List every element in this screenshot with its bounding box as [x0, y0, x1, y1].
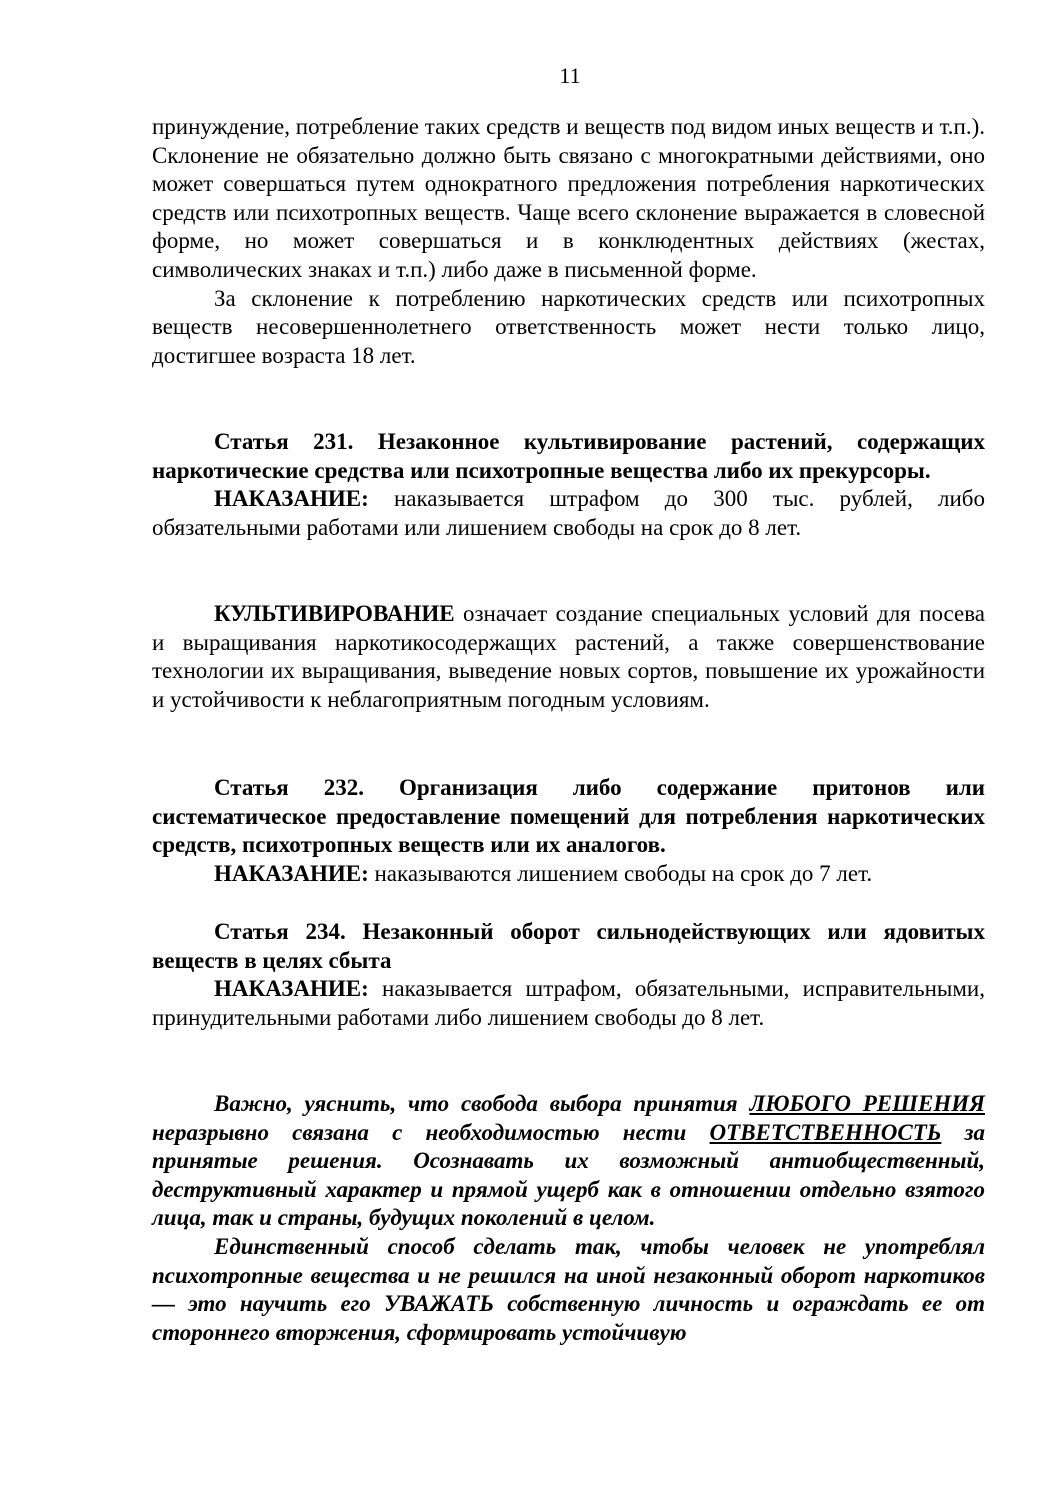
- article-231: [152, 428, 985, 542]
- penalty-text: наказываются лишением свободы на срок до 7 лет.: [368, 860, 873, 886]
- article-232: [152, 774, 985, 888]
- conclusion-text: за принятые решения. Осознавать их возможный антиобщественный, деструктивный характер и прямой ущерб как в отношении отдельно взятого лица, так и страны, будущих поколений в целом.: [152, 1119, 986, 1231]
- penalty-label: НАКАЗАНИЕ:: [214, 976, 369, 1002]
- paragraph-inducement: принуждение, потребление таких средств и веществ под видом иных веществ и т.п.). Склонение не обязательно должно быть связано с многократными действиями, оно может совершаться путем однократного предложения потребления наркотических средств или психотропных веществ. Чаще всего склонение выражается в словесной форме, но может совершаться и в конклюдентных действиях (жестах, символических знаках и т.п.) либо даже в письменной форме.: [152, 114, 985, 282]
- penalty-label: НАКАЗАНИЕ:: [214, 860, 369, 886]
- text-block-top: [152, 113, 985, 370]
- conclusion-text: Важно, уяснить, что свобода выбора принятия: [214, 1091, 750, 1116]
- conclusion-block: [152, 1090, 985, 1347]
- paragraph-age-responsibility: За склонение к потреблению наркотических средств или психотропных веществ несовершеннолетнего ответственность может нести только лицо, достигшее возраста 18 лет.: [152, 285, 985, 368]
- underlined-responsibility: ОТВЕТСТВЕННОСТЬ: [709, 1119, 942, 1145]
- cultivation-definition: [152, 600, 985, 714]
- conclusion-text: неразрывно связана с необходимостью нести: [152, 1119, 710, 1145]
- page-number: 11: [559, 63, 581, 88]
- article-234-title: Статья 234. Незаконный оборот сильнодействующих или ядовитых веществ в целях сбыта: [152, 919, 985, 973]
- penalty-text: наказывается штрафом до 300 тыс. рублей, либо обязательными работами или лишением свободы на срок до 8 лет.: [152, 486, 985, 540]
- article-232-penalty: [152, 860, 985, 889]
- article-234: [152, 918, 985, 1032]
- article-234-penalty: [152, 975, 985, 1032]
- penalty-label: НАКАЗАНИЕ:: [214, 486, 369, 512]
- penalty-text: наказывается штрафом, обязательными, исправительными, принудительными работами либо лишением свободы до 8 лет.: [152, 976, 985, 1030]
- cultivation-term: КУЛЬТИВИРОВАНИЕ: [214, 601, 455, 626]
- conclusion-paragraph-2: Единственный способ сделать так, чтобы человек не употреблял психотропные вещества и не решился на иной незаконный оборот наркотиков — это научить его УВАЖАТЬ собственную личность и ограждать ее от стороннего вторжения, сформировать устойчивую: [152, 1233, 985, 1345]
- article-232-title: Статья 232. Организация либо содержание притонов или систематическое предоставление помещений для потребления наркотических средств, психотропных веществ или их аналогов.: [152, 775, 985, 858]
- conclusion-paragraph-1: [152, 1090, 985, 1233]
- cultivation-text: означает создание специальных условий для посева и выращивания наркотикосодержащих растений, а также совершенствование технологии их выращивания, выведение новых сортов, повышение их урожайности и устойчивости к неблагоприятным погодным условиям.: [152, 601, 985, 712]
- article-231-penalty: [152, 485, 985, 542]
- cultivation-paragraph: [152, 600, 985, 714]
- underlined-any-decision: ЛЮБОГО РЕШЕНИЯ: [749, 1091, 985, 1116]
- article-231-title: Статья 231. Незаконное культивирование растений, содержащих наркотические средства или психотропные вещества либо их прекурсоры.: [152, 429, 985, 483]
